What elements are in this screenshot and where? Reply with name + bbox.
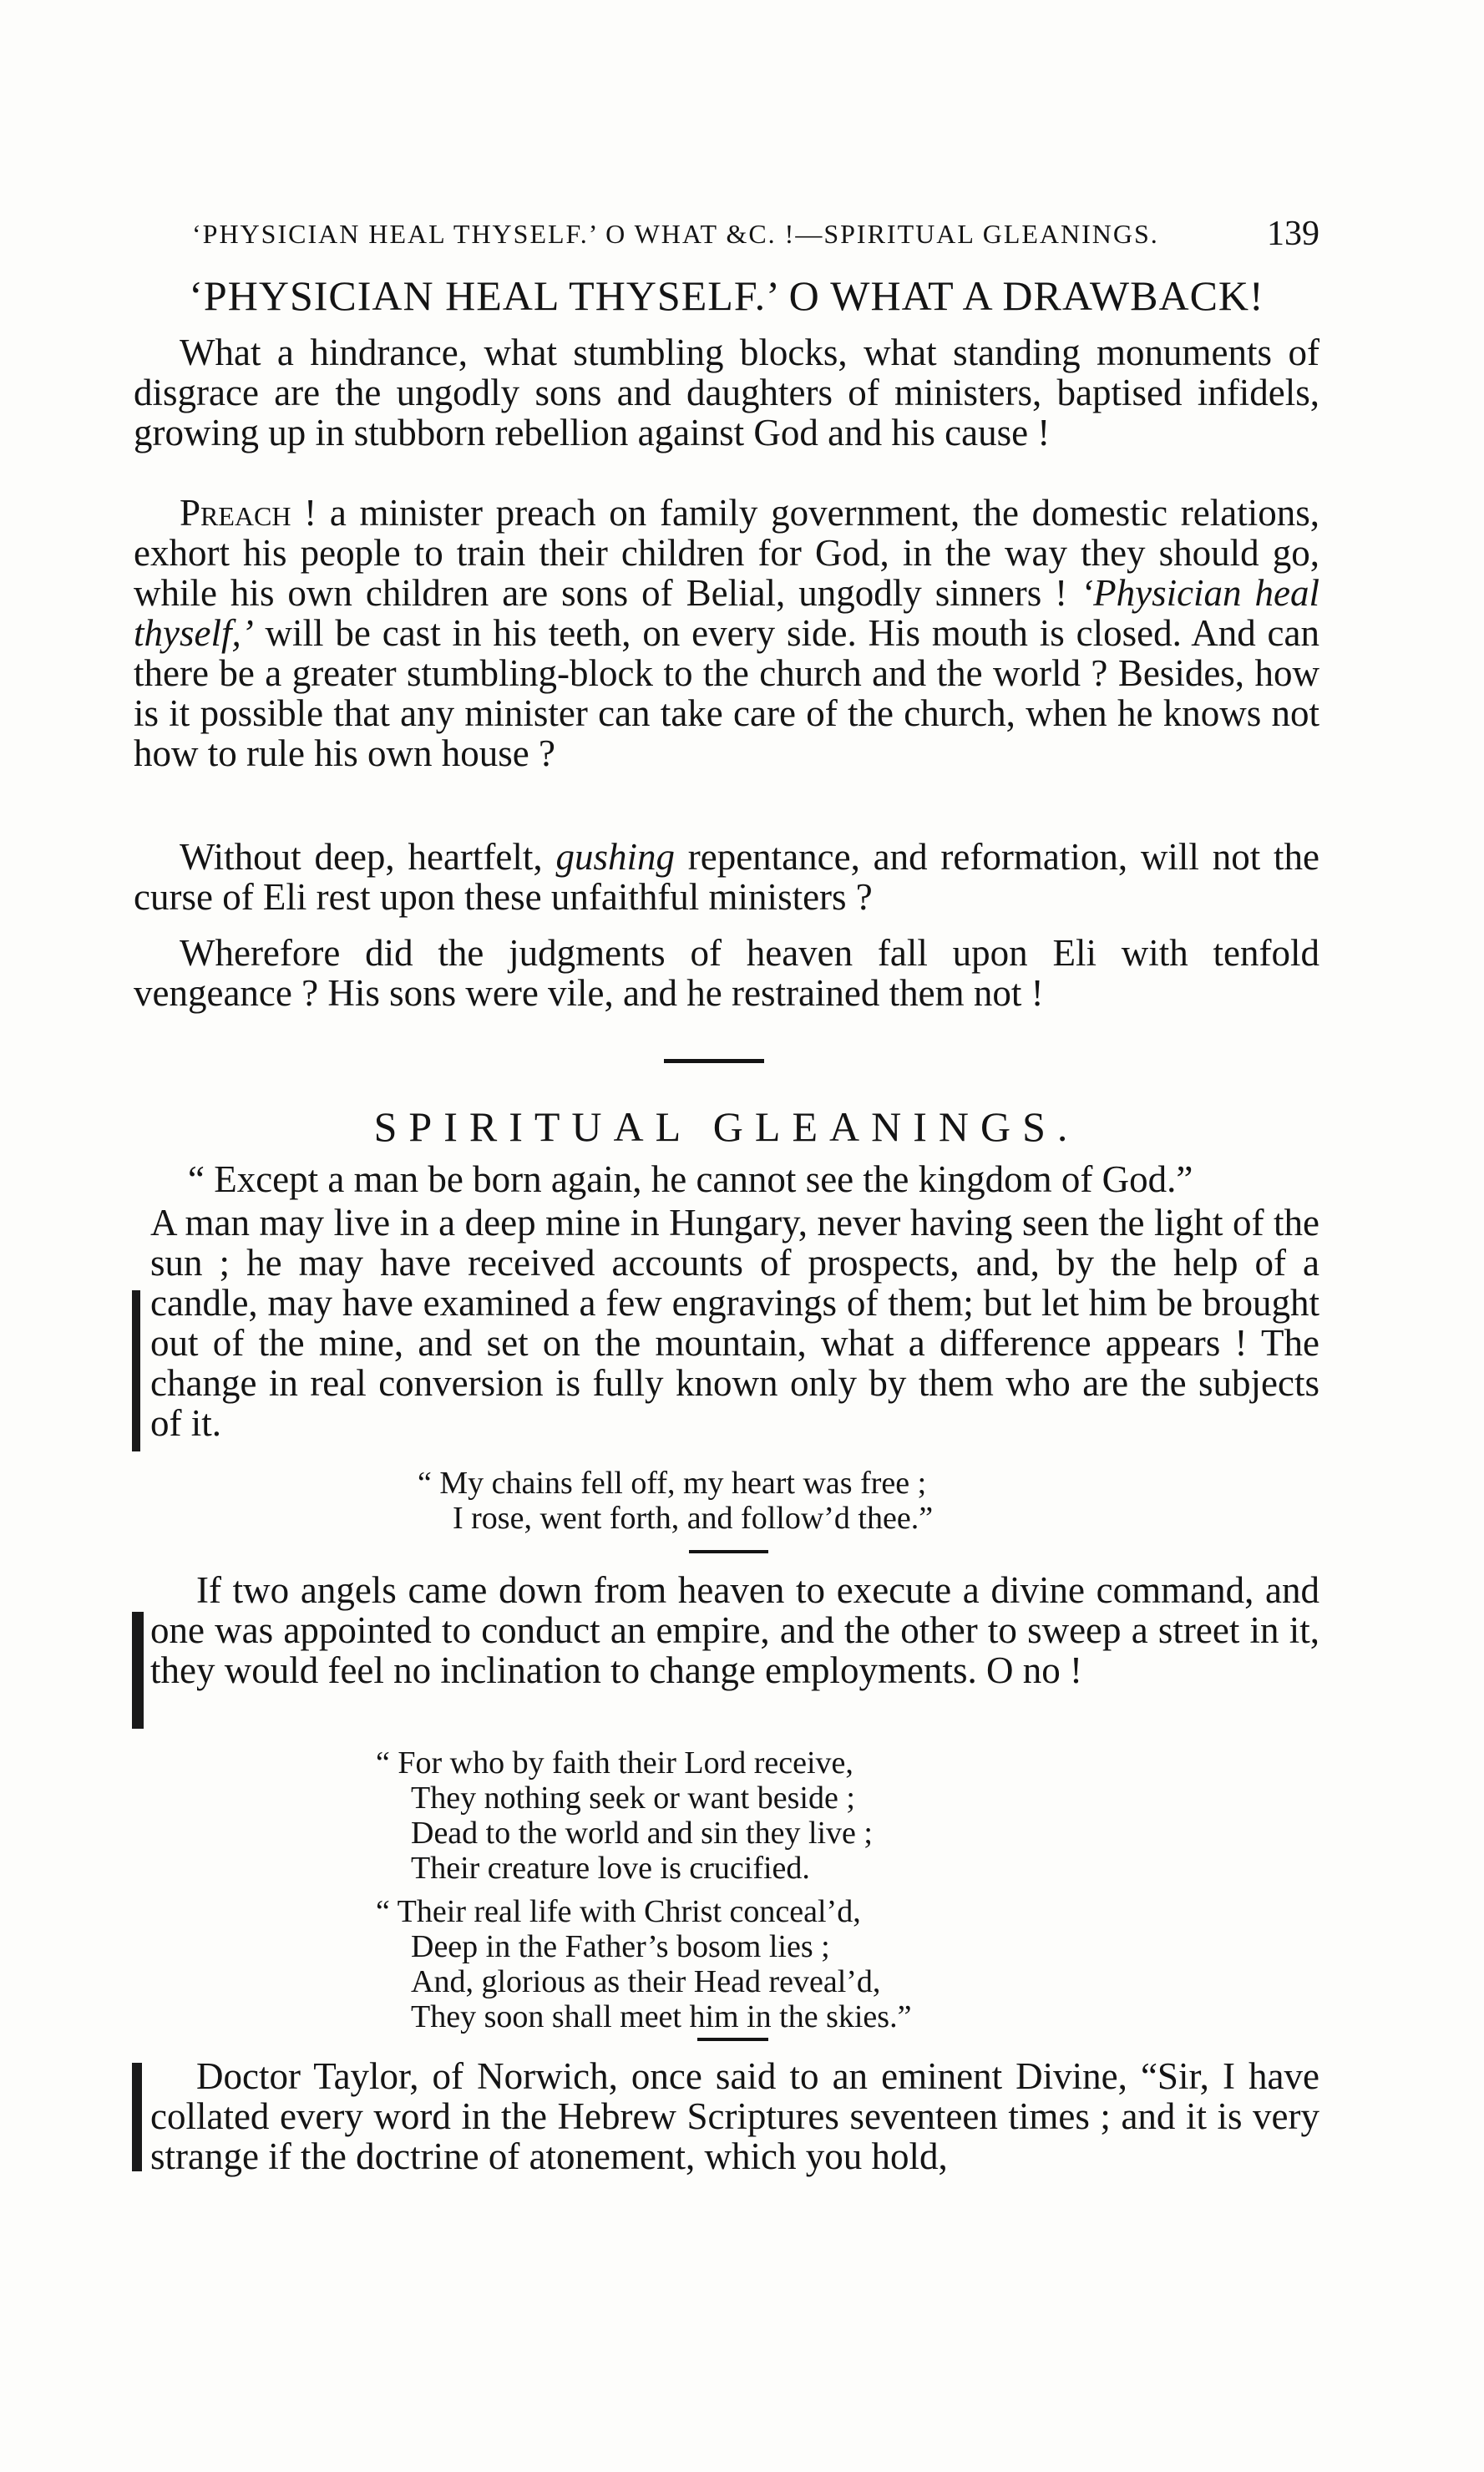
paragraph-3-text-a: Without deep, heartfelt, xyxy=(180,836,556,878)
verse-3-line: Deep in the Father’s bosom lies ; xyxy=(411,1929,830,1964)
page-number: 139 xyxy=(1267,215,1319,253)
paragraph-1 xyxy=(134,332,1319,453)
verse-2-line: Their creature love is crucified. xyxy=(411,1851,810,1886)
scripture-quote: “ Except a man be born again, he cannot see the kingdom of God.” xyxy=(188,1158,1193,1200)
paragraph-2-quote: ‘Physician heal thyself,’ xyxy=(134,572,1319,654)
verse-1-line: I rose, went forth, and follow’d thee.” xyxy=(453,1501,934,1536)
section-title: SPIRITUAL GLEANINGS. xyxy=(373,1103,1080,1150)
paragraph-hungary xyxy=(150,1203,1319,1443)
verse-divider xyxy=(689,1550,768,1553)
paragraph-taylor-text: Doctor Taylor, of Norwich, once said to an eminent Divine, “Sir, I have collated every word in the Hebrew Scriptures seventeen times ; and it is very strange if the doctrine of atonement, which you hold, xyxy=(150,2055,1319,2177)
paragraph-hungary-text: A man may live in a deep mine in Hungary, never having seen the light of the sun ; he may have received accounts of prospects, and, by the help of a candle, may have examined a few engravings of them; but let him be brought out of the mine, and set on the mountain, what a difference appears ! The change in real conversion is fully known only by them who are the subjects of it. xyxy=(150,1202,1319,1444)
verse-3-line: “ Their real life with Christ conceal’d, xyxy=(376,1894,861,1929)
verse-2-line: They nothing seek or want beside ; xyxy=(411,1781,855,1816)
verse-1-line: “ My chains fell off, my heart was free ; xyxy=(418,1466,927,1501)
verse-3 xyxy=(376,1894,911,2034)
margin-mark xyxy=(132,2063,142,2171)
running-head-text: ‘PHYSICIAN HEAL THYSELF.’ O WHAT &C. !—SPIRITUAL GLEANINGS. xyxy=(192,219,1159,249)
verse-2 xyxy=(376,1745,873,1886)
paragraph-4 xyxy=(134,933,1319,1013)
verse-3-line: They soon shall meet him in the skies.” xyxy=(411,1999,912,2034)
running-head xyxy=(192,215,1319,253)
paragraph-4-text: Wherefore did the judgments of heaven fall upon Eli with tenfold vengeance ? His sons were vile, and he restrained them not ! xyxy=(134,932,1319,1014)
paragraph-angels-text: If two angels came down from heaven to execute a divine command, and one was appointed to conduct an empire, and the other to sweep a street in it, they would feel no inclination to change employments. O no ! xyxy=(150,1569,1319,1691)
paragraph-3-text-b: repentance, and reformation, will not the curse of Eli rest upon these unfaithful ministers ? xyxy=(134,836,1319,918)
verse-1 xyxy=(418,1466,933,1536)
margin-mark xyxy=(132,1290,140,1451)
paragraph-2-text-b: will be cast in his teeth, on every side. His mouth is closed. And can there be a greater stumbling-block to the church and the world ? Besides, how is it possible that any minister can take care of the church, when he knows not how to rule his own house ? xyxy=(134,612,1319,774)
margin-mark xyxy=(132,1612,144,1729)
paragraph-3-italic: gushing xyxy=(555,836,675,878)
verse-2-line: Dead to the world and sin they live ; xyxy=(411,1816,873,1851)
verse-divider xyxy=(697,2038,768,2041)
paragraph-taylor xyxy=(150,2056,1319,2176)
verse-2-line: “ For who by faith their Lord receive, xyxy=(376,1745,853,1781)
paragraph-2 xyxy=(134,493,1319,773)
verse-3-line: And, glorious as their Head reveal’d, xyxy=(411,1964,881,1999)
article-title: ‘PHYSICIAN HEAL THYSELF.’ O WHAT A DRAWBACK! xyxy=(189,272,1264,319)
paragraph-angels xyxy=(150,1570,1319,1690)
paragraph-2-lead: Preach xyxy=(180,492,291,534)
paragraph-3 xyxy=(134,837,1319,917)
section-divider xyxy=(664,1059,764,1063)
paragraph-2-text-a: ! a minister preach on family government, the domestic relations, exhort his people to train their children for God, in the way they should go, while his own children are sons of Belial, ungodly sinners ! xyxy=(134,492,1319,614)
paragraph-1-text: What a hindrance, what stumbling blocks, what standing monuments of disgrace are the ungodly sons and daughters of ministers, baptised infidels, growing up in stubborn rebellion against God and his cause ! xyxy=(134,332,1319,453)
